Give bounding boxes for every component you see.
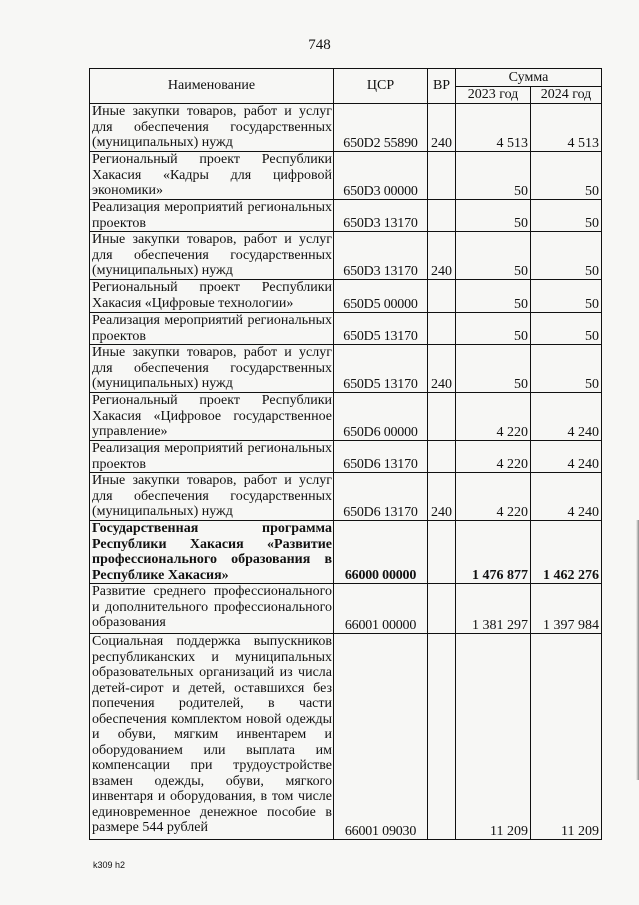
table-row [90, 104, 602, 152]
cell-2023: 4 220 [456, 393, 531, 441]
cell-2023: 50 [456, 313, 531, 345]
header-name: Наименование [90, 69, 334, 104]
cell-vr [428, 200, 456, 232]
cell-2023: 4 513 [456, 104, 531, 152]
cell-csr: 650D5 13170 [334, 313, 428, 345]
cell-name: Иные закупки товаров, работ и услуг для обеспечения государственных (муниципальных) нужд [90, 345, 334, 393]
cell-name: Развитие среднего профессионального и дополнительного профессионального образования [90, 584, 334, 634]
table-row [90, 473, 602, 521]
header-vr: ВР [428, 69, 456, 104]
cell-2023: 50 [456, 280, 531, 313]
cell-2024: 50 [531, 232, 602, 280]
cell-csr: 66001 09030 [334, 634, 428, 840]
cell-name: Реализация мероприятий региональных проектов [90, 313, 334, 345]
cell-vr [428, 280, 456, 313]
cell-2024: 50 [531, 345, 602, 393]
page-number: 748 [308, 37, 331, 53]
cell-2024: 1 397 984 [531, 584, 602, 634]
cell-2024: 50 [531, 152, 602, 200]
cell-csr: 650D5 13170 [334, 345, 428, 393]
cell-2024: 4 240 [531, 441, 602, 473]
cell-csr: 650D6 13170 [334, 473, 428, 521]
cell-vr [428, 313, 456, 345]
cell-2023: 50 [456, 200, 531, 232]
header-sum: Сумма [456, 69, 602, 87]
table-row [90, 634, 602, 840]
cell-vr: 240 [428, 232, 456, 280]
cell-name: Иные закупки товаров, работ и услуг для обеспечения государственных (муниципальных) нужд [90, 232, 334, 280]
cell-2024: 4 513 [531, 104, 602, 152]
cell-2023: 50 [456, 232, 531, 280]
table-row [90, 441, 602, 473]
cell-2023: 50 [456, 152, 531, 200]
table-row [90, 200, 602, 232]
cell-vr: 240 [428, 104, 456, 152]
table-row [90, 152, 602, 200]
cell-2023: 4 220 [456, 441, 531, 473]
cell-name: Иные закупки товаров, работ и услуг для обеспечения государственных (муниципальных) нужд [90, 104, 334, 152]
cell-name: Региональный проект Республики Хакасия «Цифровые технологии» [90, 280, 334, 313]
budget-table [89, 68, 602, 840]
cell-csr: 650D3 13170 [334, 232, 428, 280]
cell-name: Иные закупки товаров, работ и услуг для обеспечения государственных (муниципальных) нужд [90, 473, 334, 521]
cell-name: Региональный проект Республики Хакасия «Цифровое государственное управление» [90, 393, 334, 441]
table-row [90, 345, 602, 393]
cell-2023: 1 476 877 [456, 521, 531, 584]
cell-csr: 650D6 13170 [334, 441, 428, 473]
cell-2023: 4 220 [456, 473, 531, 521]
cell-2024: 4 240 [531, 393, 602, 441]
cell-vr [428, 584, 456, 634]
table-row [90, 521, 602, 584]
table-body [90, 104, 602, 840]
cell-csr: 650D3 00000 [334, 152, 428, 200]
cell-2023: 11 209 [456, 634, 531, 840]
cell-vr [428, 634, 456, 840]
table-row [90, 280, 602, 313]
cell-csr: 650D6 00000 [334, 393, 428, 441]
cell-2024: 50 [531, 200, 602, 232]
header-csr: ЦСР [334, 69, 428, 104]
cell-csr: 650D3 13170 [334, 200, 428, 232]
cell-vr [428, 521, 456, 584]
table-row [90, 313, 602, 345]
table-row [90, 393, 602, 441]
cell-name: Государственная программа Республики Хакасия «Развитие профессионального образования в Республике Хакасия» [90, 521, 334, 584]
cell-csr: 650D2 55890 [334, 104, 428, 152]
cell-vr: 240 [428, 473, 456, 521]
cell-vr [428, 441, 456, 473]
table-header [90, 69, 602, 104]
table-row [90, 232, 602, 280]
cell-2024: 4 240 [531, 473, 602, 521]
cell-vr [428, 393, 456, 441]
header-year-2023: 2023 год [456, 87, 531, 104]
cell-2024: 11 209 [531, 634, 602, 840]
cell-name: Реализация мероприятий региональных проектов [90, 441, 334, 473]
cell-2023: 50 [456, 345, 531, 393]
table-row [90, 584, 602, 634]
cell-name: Региональный проект Республики Хакасия «Кадры для цифровой экономики» [90, 152, 334, 200]
cell-csr: 66000 00000 [334, 521, 428, 584]
cell-vr [428, 152, 456, 200]
cell-vr: 240 [428, 345, 456, 393]
cell-2024: 50 [531, 313, 602, 345]
cell-name: Реализация мероприятий региональных проектов [90, 200, 334, 232]
cell-csr: 650D5 00000 [334, 280, 428, 313]
footer-code: k309 h2 [93, 860, 126, 870]
cell-2024: 1 462 276 [531, 521, 602, 584]
cell-name: Социальная поддержка выпускников республиканских и муниципальных образовательных организаций из числа детей-сирот и детей, оставшихся без попечения родителей, в части обеспечения комплектом новой одежды и обуви, мягким инвентарем и оборудованием или выплата им компенсации при трудоустройстве взамен одежды, обуви, мягкого инвентаря и оборудования, в том числе единовременное денежное пособие в размере 544 рублей [90, 634, 334, 840]
cell-2024: 50 [531, 280, 602, 313]
header-year-2024: 2024 год [531, 87, 602, 104]
cell-2023: 1 381 297 [456, 584, 531, 634]
cell-csr: 66001 00000 [334, 584, 428, 634]
